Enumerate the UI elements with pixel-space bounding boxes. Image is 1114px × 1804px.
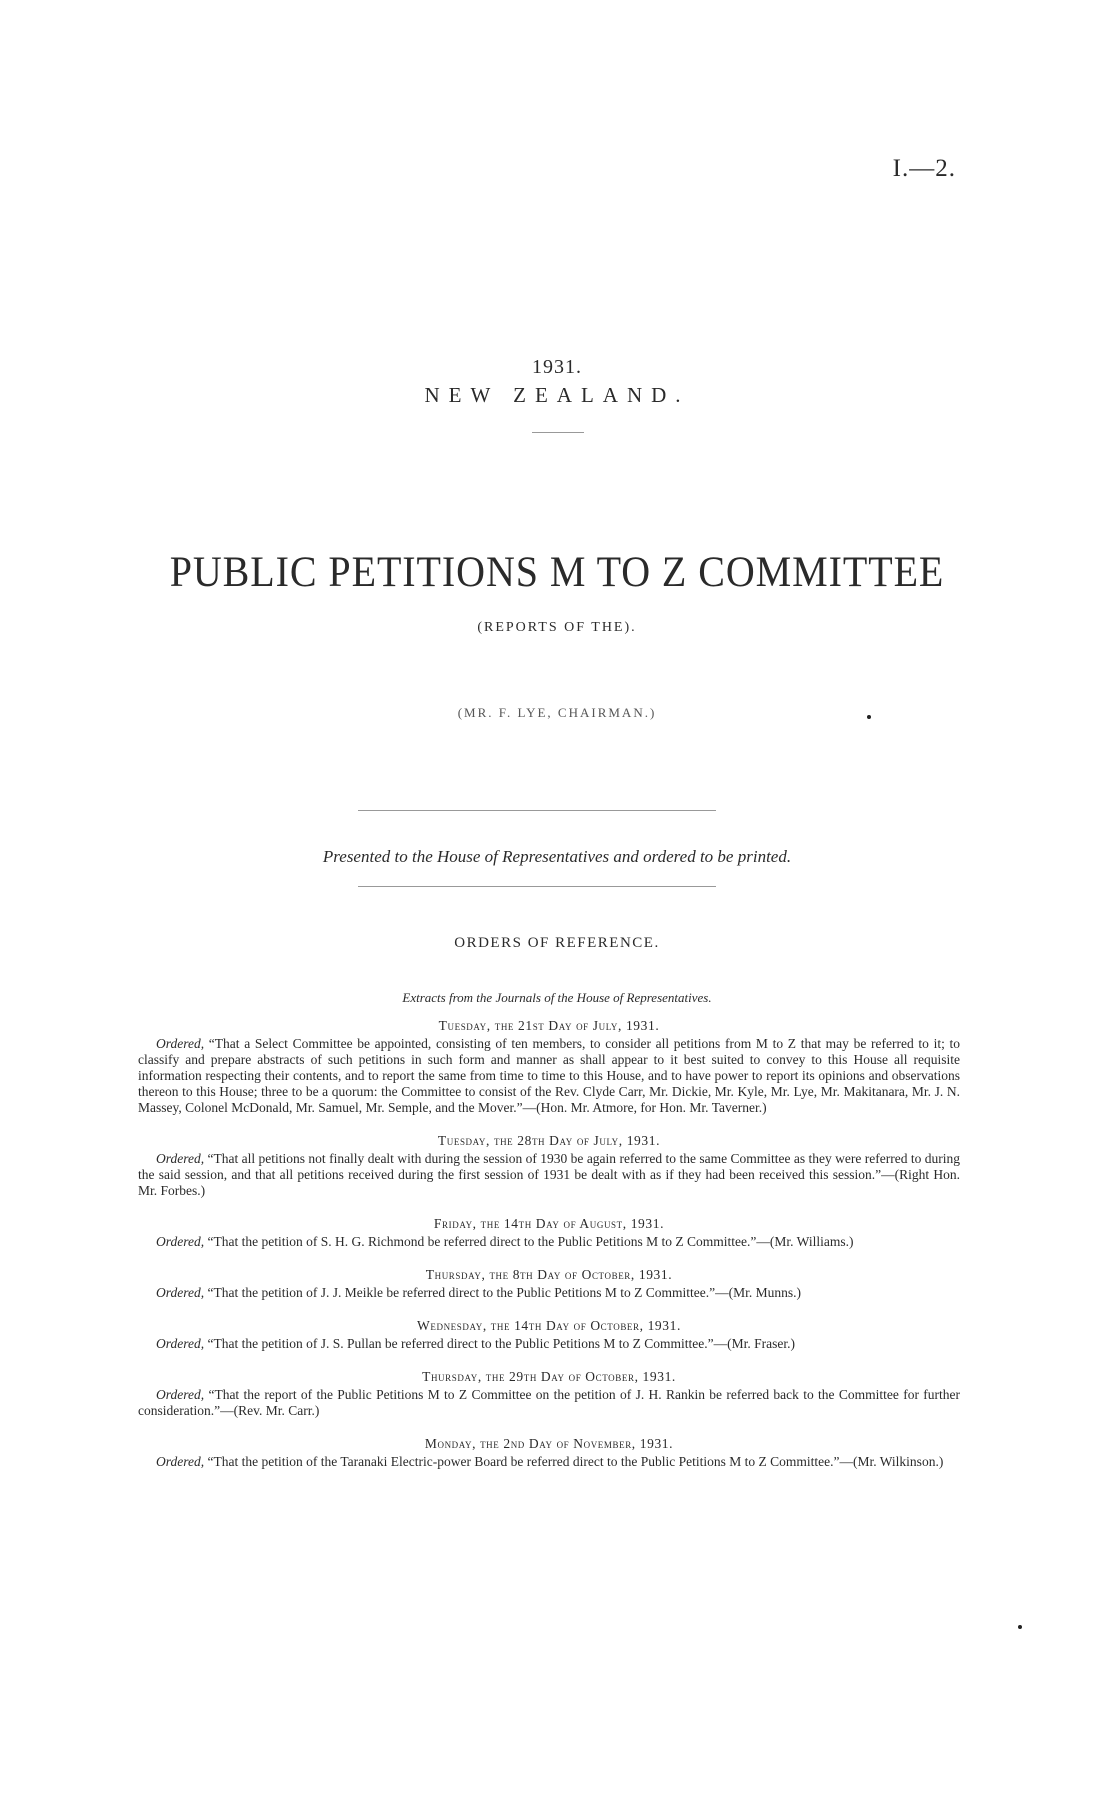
order-body: “That the petition of J. J. Meikle be referred direct to the Public Petitions M to Z Committee.”—(Mr. Munns.) <box>204 1285 802 1300</box>
divider-top <box>358 810 716 811</box>
order-entry <box>138 1018 960 1116</box>
ordered-label: Ordered, <box>156 1387 205 1402</box>
order-entry <box>138 1133 960 1199</box>
order-body: “That the petition of the Taranaki Electric-power Board be referred direct to the Public Petitions M to Z Committee.”—(Mr. Wilkinson.) <box>204 1454 944 1469</box>
order-text <box>138 1036 960 1116</box>
order-date: Friday, the 14th Day of August, 1931. <box>433 1216 665 1231</box>
speck-mark <box>867 715 871 719</box>
presented-line: Presented to the House of Representatives and ordered to be printed. <box>322 847 792 866</box>
page-identifier: I.—2. <box>892 155 956 182</box>
ordered-label: Ordered, <box>156 1036 205 1051</box>
ordered-label: Ordered, <box>156 1285 205 1300</box>
country-name: NEW ZEALAND. <box>424 383 690 407</box>
divider-short <box>532 432 584 433</box>
ordered-label: Ordered, <box>156 1454 205 1469</box>
order-date: Thursday, the 8th Day of October, 1931. <box>425 1267 673 1282</box>
order-text <box>138 1285 960 1301</box>
speck-mark <box>1018 1625 1022 1629</box>
order-body: “That the report of the Public Petitions M to Z Committee on the petition of J. H. Rankin be referred back to the Committee for further consideration.”—(Rev. Mr. Carr.) <box>138 1387 960 1418</box>
orders-list <box>138 1018 960 1487</box>
order-text <box>138 1336 960 1352</box>
order-entry <box>138 1369 960 1419</box>
order-text <box>138 1387 960 1419</box>
ordered-label: Ordered, <box>156 1151 205 1166</box>
ordered-label: Ordered, <box>156 1336 205 1351</box>
order-text <box>138 1454 960 1470</box>
order-entry <box>138 1267 960 1301</box>
document-title: PUBLIC PETITIONS M TO Z COMMITTEE <box>169 549 945 596</box>
order-body: “That the petition of J. S. Pullan be referred direct to the Public Petitions M to Z Committee.”—(Mr. Fraser.) <box>204 1336 796 1351</box>
order-date: Tuesday, the 28th Day of July, 1931. <box>437 1133 661 1148</box>
divider-bottom <box>358 886 716 887</box>
orders-heading: ORDERS OF REFERENCE. <box>454 935 660 951</box>
order-date: Tuesday, the 21st Day of July, 1931. <box>438 1018 660 1033</box>
chairman-line: (MR. F. LYE, CHAIRMAN.) <box>457 705 657 720</box>
order-date: Wednesday, the 14th Day of October, 1931. <box>417 1318 681 1333</box>
order-date: Thursday, the 29th Day of October, 1931. <box>422 1369 676 1384</box>
order-body: “That the petition of S. H. G. Richmond be referred direct to the Public Petitions M to Z Committee.”—(Mr. Williams.) <box>204 1234 854 1249</box>
order-body: “That all petitions not finally dealt with during the session of 1930 be again referred to the same Committee as they were referred to during the said session, and that all petitions received during the first session of 1931 be dealt with as if they had been received this session.”—(Right Hon. Mr. Forbes.) <box>138 1151 960 1198</box>
order-entry <box>138 1436 960 1470</box>
document-subtitle: (REPORTS OF THE). <box>477 620 637 635</box>
document-year: 1931. <box>532 356 582 378</box>
order-entry <box>138 1318 960 1352</box>
order-body: “That a Select Committee be appointed, consisting of ten members, to consider all petitions from M to Z that may be referred to it; to classify and prepare abstracts of such petitions in such form and manner as shall appear to it best suited to convey to this House all requisite information respecting their contents, and to report the same from time to time to this House, and to have power to report its opinions and observations thereon to this House; three to be a quorum: the Committee to consist of the Rev. Clyde Carr, Mr. Dickie, Mr. Kyle, Mr. Lye, Mr. Makitanara, Mr. J. N. Massey, Colonel McDonald, Mr. Samuel, Mr. Semple, and the Mover.”—(Hon. Mr. Atmore, for Hon. Mr. Taverner.) <box>138 1036 960 1115</box>
order-entry <box>138 1216 960 1250</box>
order-date: Monday, the 2nd Day of November, 1931. <box>424 1436 674 1451</box>
order-text <box>138 1234 960 1250</box>
order-text <box>138 1151 960 1199</box>
extracts-line: Extracts from the Journals of the House of Representatives. <box>402 990 712 1005</box>
ordered-label: Ordered, <box>156 1234 205 1249</box>
